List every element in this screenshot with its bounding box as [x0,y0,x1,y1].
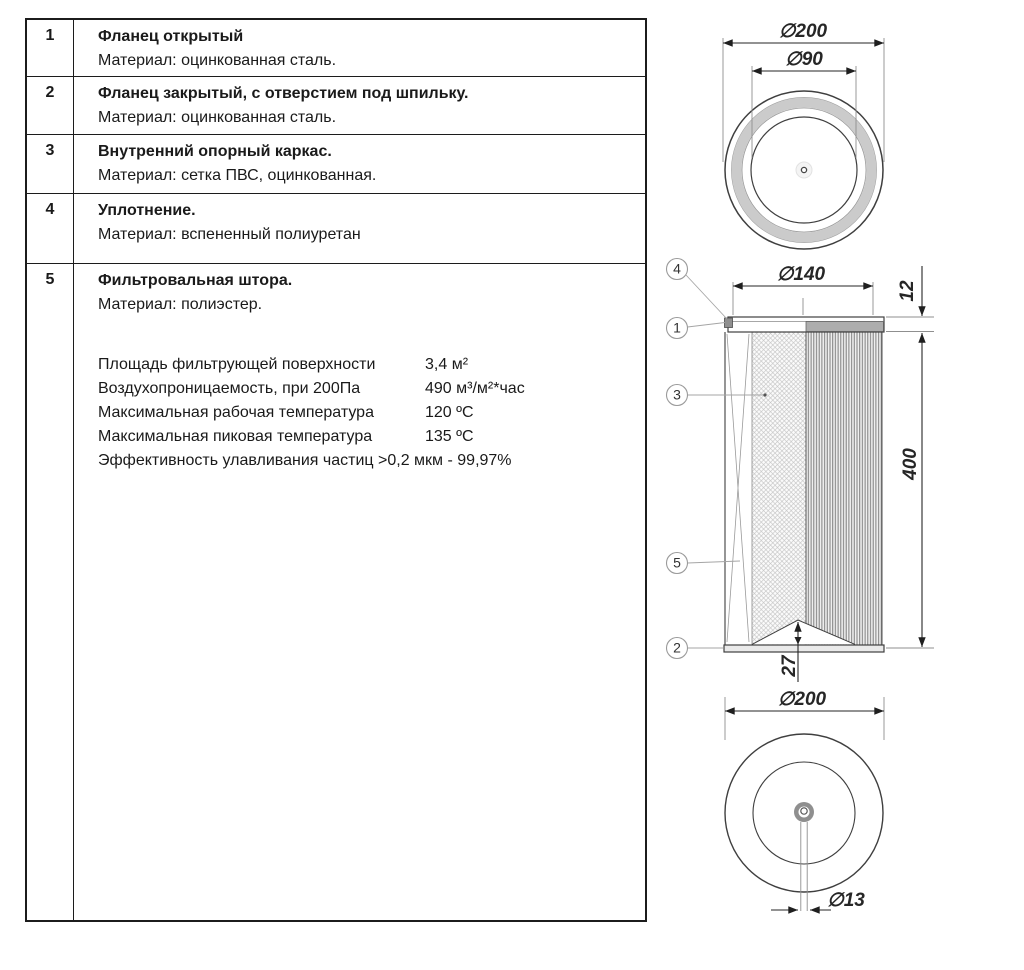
row-material: Материал: сетка ПВС, оцинкованная. [98,167,377,184]
row-material: Материал: оцинкованная сталь. [98,109,337,126]
svg-text:4: 4 [673,260,681,277]
callout-1 [667,318,726,339]
row-material: Материал: полиэстер. [98,296,263,313]
svg-text:1: 1 [673,319,681,336]
row-title: Внутренний опорный каркас. [98,143,332,160]
spec-label: Максимальная рабочая температура [98,404,374,421]
bottom-view-hole-dim: ∅13 [827,890,865,911]
row-material: Материал: вспененный полиуретан [98,226,361,243]
row-title: Уплотнение. [98,202,196,219]
row-number: 3 [27,135,74,193]
svg-text:5: 5 [673,554,681,571]
spec-label: Площадь фильтрующей поверхности [98,356,376,373]
spec-value: 135 ºС [425,428,474,445]
spec-value: 3,4 м² [425,356,469,373]
bottom-view [725,689,884,911]
row-material: Материал: оцинкованная сталь. [98,52,337,69]
callout-5 [667,553,741,574]
spec-value: 490 м³/м²*час [425,380,525,397]
callout-2 [667,638,724,659]
top-view-outer-dim: ∅200 [778,21,828,42]
side-view-diameter-dim: ∅140 [776,264,826,285]
row-title: Фильтровальная штора. [98,272,293,289]
svg-text:2: 2 [673,639,681,656]
spec-label: Воздухопроницаемость, при 200Па [98,380,361,397]
efficiency-note: Эффективность улавливания частиц >0,2 мкм - 99,97% [98,452,512,469]
row-number: 2 [27,77,74,134]
top-view-inner-dim: ∅90 [785,49,823,70]
side-view [667,259,935,683]
row-number: 5 [27,264,74,920]
spec-value: 120 ºС [425,404,474,421]
callout-3 [667,385,767,406]
svg-text:3: 3 [673,386,681,403]
side-view-flange-dim: 12 [897,280,918,302]
spec-label: Максимальная пиковая температура [98,428,373,445]
top-view [723,21,884,249]
row-title: Фланец закрытый, с отверстием под шпильку. [98,85,469,102]
side-view-height-dim: 400 [900,448,921,480]
row-number: 1 [27,20,74,76]
callout-4 [667,259,728,320]
row-number: 4 [27,194,74,263]
row-title: Фланец открытый [98,28,244,45]
side-view-notch-dim: 27 [779,655,800,677]
bottom-view-outer-dim: ∅200 [777,689,827,710]
